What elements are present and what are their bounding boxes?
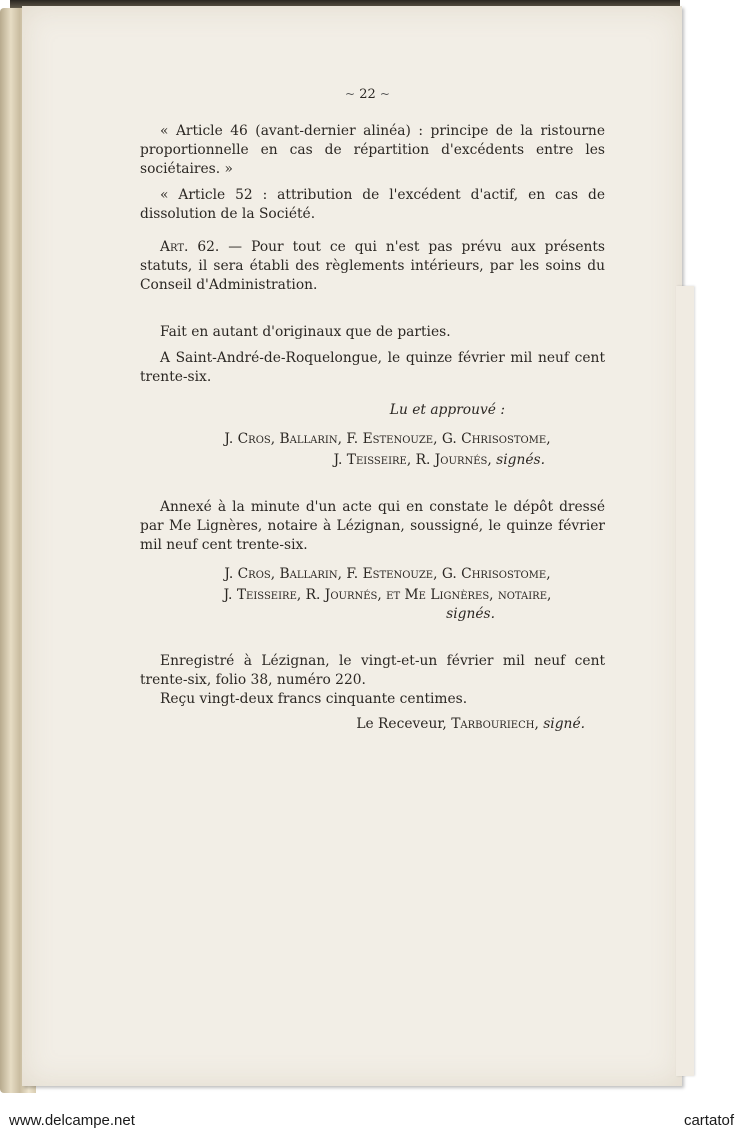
receveur-line xyxy=(140,715,605,734)
article-62-text: — Pour tout ce qui n'est pas prévu aux présents statuts, il sera établi des règlements intérieurs, par les soins du Conseil d'Administration. xyxy=(140,239,605,293)
article-62-paragraph xyxy=(140,238,605,295)
article-62-label: Art. 62. xyxy=(160,239,220,255)
signatures-1-line2 xyxy=(140,451,605,470)
receveur-prefix: Le Receveur, xyxy=(356,716,452,732)
annexe-paragraph: Annexé à la minute d'un acte qui en constate le dépôt dressé par Me Lignères, notaire à Lézignan, soussigné, le quinze février mil neuf cent trente-six. xyxy=(140,499,605,553)
ornament-right: ~ xyxy=(379,87,390,101)
page-fold-edge xyxy=(676,286,694,1076)
enregistre-paragraph: Enregistré à Lézignan, le vingt-et-un février mil neuf cent trente-six, folio 38, numéro 220. xyxy=(140,653,605,688)
signatures-1-names: J. Cros, Ballarin, F. Estenouze, G. Chrisostome, xyxy=(224,431,551,447)
lieu-date-paragraph: A Saint-André-de-Roquelongue, le quinze février mil neuf cent trente-six. xyxy=(140,350,605,385)
signatures-1-signes: signés. xyxy=(496,452,545,468)
signatures-2-line2 xyxy=(170,586,605,605)
signatures-1-line1 xyxy=(170,430,605,449)
lu-approuve: Lu et approuvé : xyxy=(389,402,505,418)
signatures-2-names: J. Cros, Ballarin, F. Estenouze, G. Chrisostome, xyxy=(224,566,551,582)
watermark-right: cartatof xyxy=(683,1112,734,1129)
signatures-1-names2: J. Teisseire, R. Journés, xyxy=(333,452,492,468)
watermark-left: www.delcampe.net xyxy=(9,1112,135,1129)
page-number-value: 22 xyxy=(359,87,376,102)
page-content xyxy=(140,85,605,734)
signatures-2-names2: J. Teisseire, R. Journés, et Me Lignères, notaire, xyxy=(223,587,552,603)
article-46-paragraph: « Article 46 (avant-dernier alinéa) : principe de la ristourne proportionnelle en cas de répartition d'excédents entre les sociétaires. » xyxy=(140,123,605,177)
signatures-2-line1 xyxy=(170,565,605,584)
article-52-paragraph: « Article 52 : attribution de l'excédent d'actif, en cas de dissolution de la Société. xyxy=(140,187,605,222)
watermark-bar xyxy=(0,1112,743,1131)
ornament-left: ~ xyxy=(345,87,356,101)
page-number xyxy=(130,85,605,104)
recu-paragraph: Reçu vingt-deux francs cinquante centimes. xyxy=(160,691,468,707)
receveur-name: Tarbouriech, xyxy=(451,716,539,732)
receveur-signe: signé. xyxy=(538,716,585,732)
signatures-2-signes: signés. xyxy=(446,606,495,622)
fait-paragraph: Fait en autant d'originaux que de parties. xyxy=(160,324,451,340)
